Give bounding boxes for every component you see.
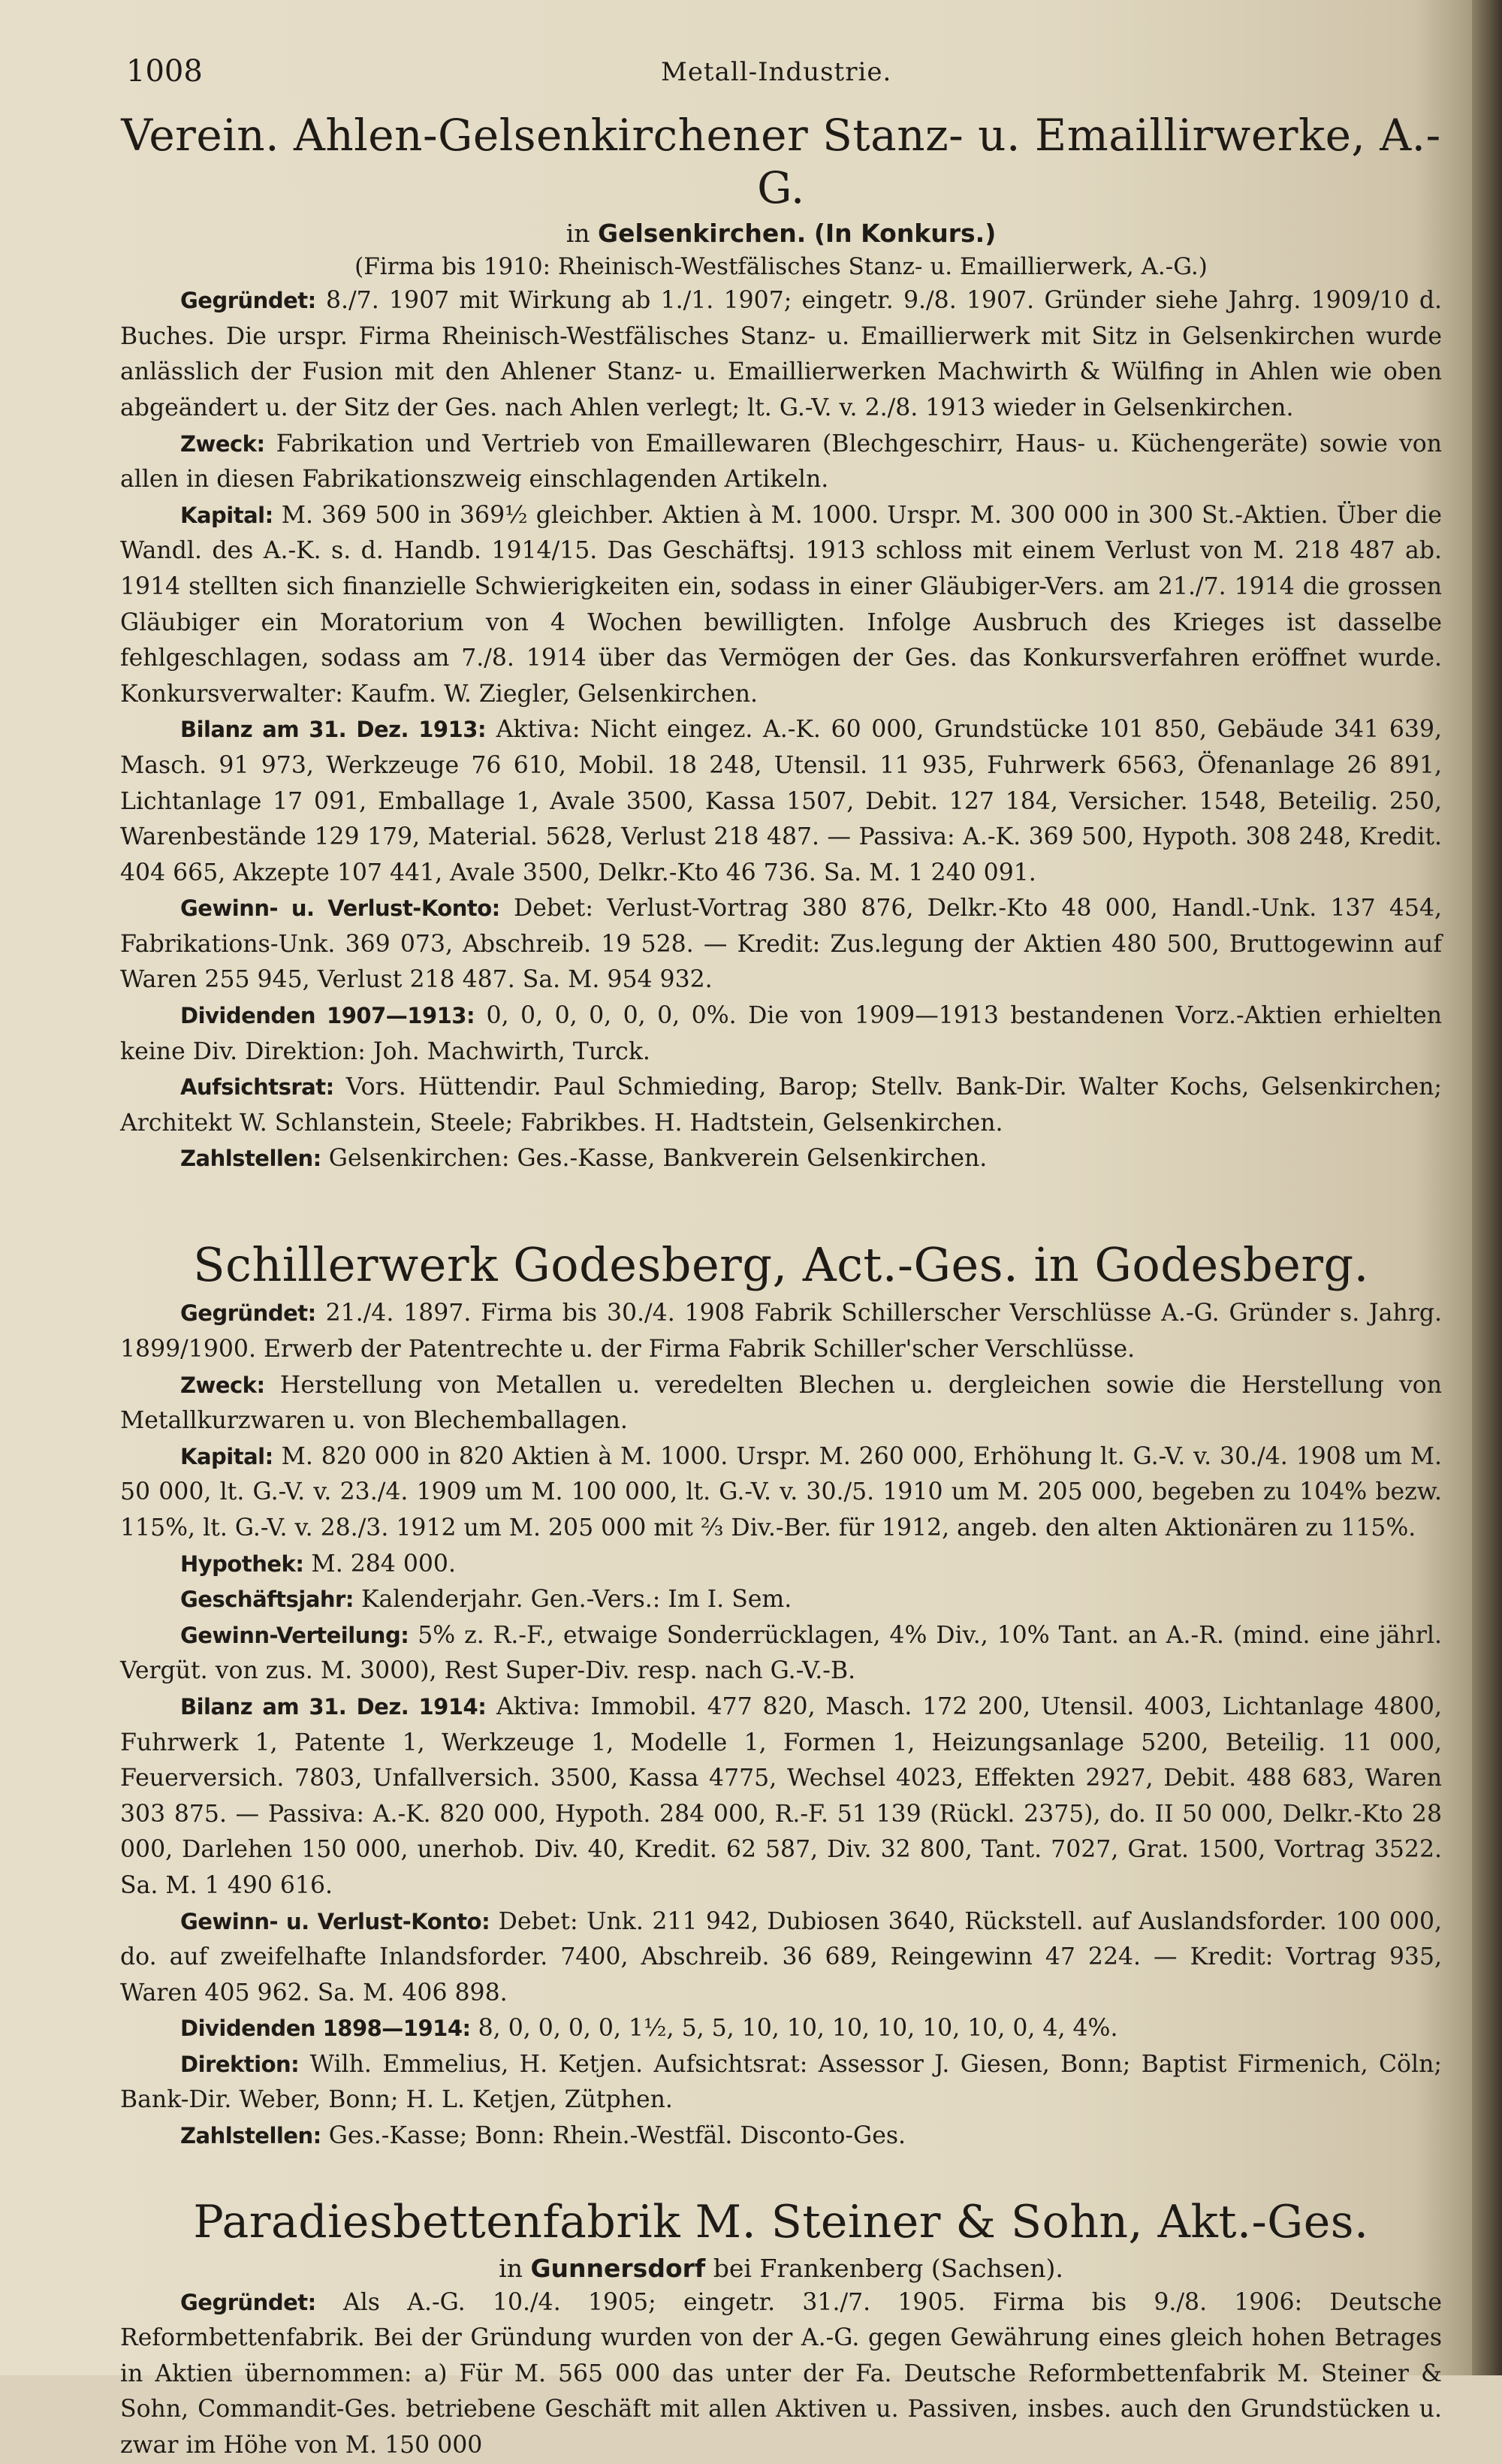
paragraph-text: Vors. Hüttendir. Paul Schmieding, Barop; Stellv. Bank-Dir. Walter Kochs, Gelsenkirchen; Architekt W. Schlanstein, Steele; Fabrikbes. H. Hadtstein, Gelsenkirchen. [120,1073,1442,1137]
entry-paragraph [120,2011,1442,2047]
location-suffix: bei Frankenberg (Sachsen). [705,2253,1063,2283]
entry-paragraph [120,1141,1442,1177]
paragraph-label: Direktion: [180,2051,300,2077]
entry-paragraph [120,1582,1442,1618]
paragraph-label: Hypothek: [180,1551,304,1577]
paragraph-text: Wilh. Emmelius, H. Ketjen. Aufsichtsrat: Assessor J. Giesen, Bonn; Baptist Firmenich, Cöln; Bank-Dir. Weber, Bonn; H. L. Ketjen, Zütphen. [120,2050,1442,2114]
bankruptcy-note: (In Konkurs.) [813,219,997,249]
paragraph-label: Bilanz am 31. Dez. 1914: [180,1693,487,1720]
paragraph-label: Aufsichtsrat: [180,1074,334,1101]
running-title: Metall-Industrie. [661,57,892,87]
entry-paragraph [120,891,1442,998]
entry-paragraph [120,427,1442,498]
entry-paragraph [120,498,1442,713]
paragraph-text: 8./7. 1907 mit Wirkung ab 1./1. 1907; eingetr. 9./8. 1907. Gründer siehe Jahrg. 1909/10 d. Buches. Die urspr. Firma Rheinisch-Westfälisches Stanz- u. Emaillierwerk mit Sitz in Gelsenkirchen wurde anlässlich der Fusion mit den Ahlener Stanz- u. Emaillierwerken Machwirth & Wülfing in Ahlen wie oben abgeändert u. der Sitz der Ges. nach Ahlen verlegt; lt. G.-V. v. 2./8. 1913 wieder in Gelsenkirchen. [120,287,1442,421]
location-prefix: in [499,2253,531,2283]
paragraph-label: Zahlstellen: [180,2123,321,2149]
paragraph-text: Herstellung von Metallen u. veredelten Blechen u. dergleichen sowie die Herstellung von Metallkurzwaren u. von Blechemballagen. [120,1371,1442,1435]
company-title: Verein. Ahlen-Gelsenkirchener Stanz- u. Emaillirwerke, A.-G. [121,110,1441,213]
paragraph-label: Zweck: [180,1372,265,1398]
page-number: 1008 [126,54,203,89]
paragraph-text: M. 369 500 in 369½ gleichber. Aktien à M. 1000. Urspr. M. 300 000 in 300 St.-Aktien. Über die Wandl. des A.-K. s. d. Handb. 1914/15. Das Geschäftsj. 1913 schloss mit einem Verlust von M. 218 487 ab. 1914 stellten sich finanzielle Schwierigkeiten ein, sodass in einer Gläubiger-Vers. am 21./7. 1914 die grossen Gläubiger ein Moratorium von 4 Wochen bewilligten. Infolge Ausbruch des Krieges ist dasselbe fehlgeschlagen, sodass am 7./8. 1914 über das Vermögen der Ges. das Konkursverfahren eröffnet wurde. Konkursverwalter: Kaufm. W. Ziegler, Gelsenkirchen. [120,501,1442,708]
paragraph-label: Gewinn- u. Verlust-Konto: [180,1908,490,1934]
paragraph-label: Gegründet: [180,288,316,314]
company-title: Schillerwerk Godesberg, Act.-Ges. in Godesberg. [193,1237,1369,1293]
company-location [120,2252,1442,2285]
paragraph-text: 21./4. 1897. Firma bis 30./4. 1908 Fabrik Schillerscher Verschlüsse A.-G. Gründer s. Jahrg. 1899/1900. Erwerb der Patentrechte u. der Firma Fabrik Schiller'scher Verschlüsse. [120,1300,1442,1363]
paragraph-text: Aktiva: Nicht eingez. A.-K. 60 000, Grundstücke 101 850, Gebäude 341 639, Masch. 91 973, Werkzeuge 76 610, Mobil. 18 248, Utensil. 11 935, Fuhrwerk 6563, Öfenanlage 26 891, Lichtanlage 17 091, Emballage 1, Avale 3500, Kassa 1507, Debit. 127 184, Versicher. 1548, Beteilig. 250, Warenbestände 129 179, Material. 5628, Verlust 218 487. — Passiva: A.-K. 369 500, Hypoth. 308 248, Kredit. 404 665, Akzepte 107 441, Avale 3500, Delkr.-Kto 46 736. Sa. M. 1 240 091. [120,716,1442,886]
paragraph-label: Zweck: [180,430,265,457]
location-city: Gunnersdorf [530,2253,706,2283]
company-entry-paradiesbettenfabrik [120,2195,1442,2464]
paragraph-label: Gegründet: [180,1300,316,1327]
paragraph-text: 8, 0, 0, 0, 0, 1½, 5, 5, 10, 10, 10, 10, 10, 10, 0, 4, 4%. [470,2015,1118,2043]
entry-paragraph [120,1904,1442,2012]
entry-paragraph [120,1368,1442,1439]
entry-paragraph [120,2047,1442,2118]
paragraph-text: Gelsenkirchen: Ges.-Kasse, Bankverein Gelsenkirchen. [321,1145,988,1173]
entry-paragraph [120,1070,1442,1141]
paragraph-text: Ges.-Kasse; Bonn: Rhein.-Westfäl. Disconto-Ges. [321,2122,906,2150]
location-city: Gelsenkirchen. [598,219,807,249]
paragraph-text: Debet: Unk. 211 942, Dubiosen 3640, Rückstell. auf Auslandsforder. 100 000, do. auf zweifelhafte Inlandsforder. 7400, Abschreib. 36 689, Reingewinn 47 224. — Kredit: Vortrag 935, Waren 405 962. Sa. M. 406 898. [120,1907,1442,2007]
paragraph-text: M. 284 000. [303,1550,456,1578]
location-suffix [806,219,814,248]
company-location [120,217,1442,250]
entry-paragraph [120,2285,1442,2464]
paragraph-label: Zahlstellen: [180,1146,321,1172]
company-title: Paradiesbettenfabrik M. Steiner & Sohn, Akt.-Ges. [193,2195,1369,2248]
location-prefix: in [566,219,599,249]
paragraph-text: Als A.-G. 10./4. 1905; eingetr. 31./7. 1905. Firma bis 9./8. 1906: Deutsche Reformbettenfabrik. Bei der Gründung wurden von der A.-G. gegen Gewährung eines gleich hohen Betrages in Aktien übernommen: a) Für M. 565 000 das unter der Fa. Deutsche Reformbettenfabrik M. Steiner & Sohn, Commandit-Ges. betriebene Geschäft mit allen Aktiven u. Passiven, insbes. auch den Grundstücken u. zwar im Höhe von M. 150 000 [120,2288,1442,2459]
paragraph-text: Fabrikation und Vertrieb von Emaillewaren (Blechgeschirr, Haus- u. Küchengeräte) sowie von allen in diesen Fabrikationszweig einschlagenden Artikeln. [120,430,1442,494]
paragraph-text: Debet: Verlust-Vortrag 380 876, Delkr.-Kto 48 000, Handl.-Unk. 137 454, Fabrikations-Unk. 369 073, Abschreib. 19 528. — Kredit: Zus.legung der Aktien 480 500, Bruttogewinn auf Waren 255 945, Verlust 218 487. Sa. M. 954 932. [120,895,1442,994]
paragraph-label: Gewinn-Verteilung: [180,1622,409,1648]
entry-paragraph [120,1618,1442,1689]
paragraph-label: Geschäftsjahr: [180,1587,354,1613]
paragraph-label: Dividenden 1898—1914: [180,2016,471,2042]
paragraph-text: 5% z. R.-F., etwaige Sonderrücklagen, 4% Div., 10% Tant. an A.-R. (mind. eine jährl. Vergüt. von zus. M. 3000), Rest Super-Div. resp. nach G.-V.-B. [120,1621,1442,1685]
entry-paragraph [120,1547,1442,1583]
entry-paragraph [120,998,1442,1070]
company-entry-schillerwerk [120,1237,1442,2154]
entry-paragraph [120,283,1442,426]
former-company-name: (Firma bis 1910: Rheinisch-Westfälisches Stanz- u. Emaillierwerk, A.-G.) [354,253,1208,281]
paragraph-label: Dividenden 1907—1913: [180,1003,475,1029]
page-edge-shadow [1472,0,1502,2375]
page-header [120,53,1442,105]
entry-paragraph [120,1689,1442,1904]
entry-paragraph [120,712,1442,891]
paragraph-label: Kapital: [180,502,273,528]
paragraph-label: Gewinn- u. Verlust-Konto: [180,895,500,922]
paragraph-text: Aktiva: Immobil. 477 820, Masch. 172 200, Utensil. 4003, Lichtanlage 4800, Fuhrwerk 1, Patente 1, Werkzeuge 1, Modelle 1, Formen 1, Heizungsanlage 5200, Beteilig. 11 000, Feuerversich. 7803, Unfallversich. 3500, Kassa 4775, Wechsel 4023, Effekten 2927, Debit. 488 683, Waren 303 875. — Passiva: A.-K. 820 000, Hypoth. 284 000, R.-F. 51 139 (Rückl. 2375), do. II 50 000, Delkr.-Kto 28 000, Darlehen 150 000, unerhob. Div. 40, Kredit. 62 587, Div. 32 800, Tant. 7027, Grat. 1500, Vortrag 3522. Sa. M. 1 490 616. [120,1692,1442,1899]
company-entry-ahlen-gelsenkirchener [120,110,1442,1177]
entry-paragraph [120,1439,1442,1547]
entry-paragraph [120,2118,1442,2154]
paragraph-label: Gegründet: [180,2289,316,2315]
paragraph-label: Kapital: [180,1443,273,1469]
page-content [120,53,1442,2464]
paragraph-text: Kalenderjahr. Gen.-Vers.: Im I. Sem. [353,1586,792,1614]
paragraph-text: M. 820 000 in 820 Aktien à M. 1000. Urspr. M. 260 000, Erhöhung lt. G.-V. v. 30./4. 1908 um M. 50 000, lt. G.-V. v. 23./4. 1909 um M. 100 000, lt. G.-V. v. 30./5. 1910 um M. 205 000, begeben zu 104% bezw. 115%, lt. G.-V. v. 28./3. 1912 um M. 205 000 mit ⅔ Div.-Ber. für 1912, angeb. den alten Aktionären zu 115%. [120,1442,1442,1542]
entry-paragraph [120,1296,1442,1367]
paragraph-label: Bilanz am 31. Dez. 1913: [180,717,487,743]
paragraph-text: 0, 0, 0, 0, 0, 0, 0%. Die von 1909—1913 bestandenen Vorz.-Aktien erhielten keine Div. Direktion: Joh. Machwirth, Turck. [120,1002,1442,1065]
